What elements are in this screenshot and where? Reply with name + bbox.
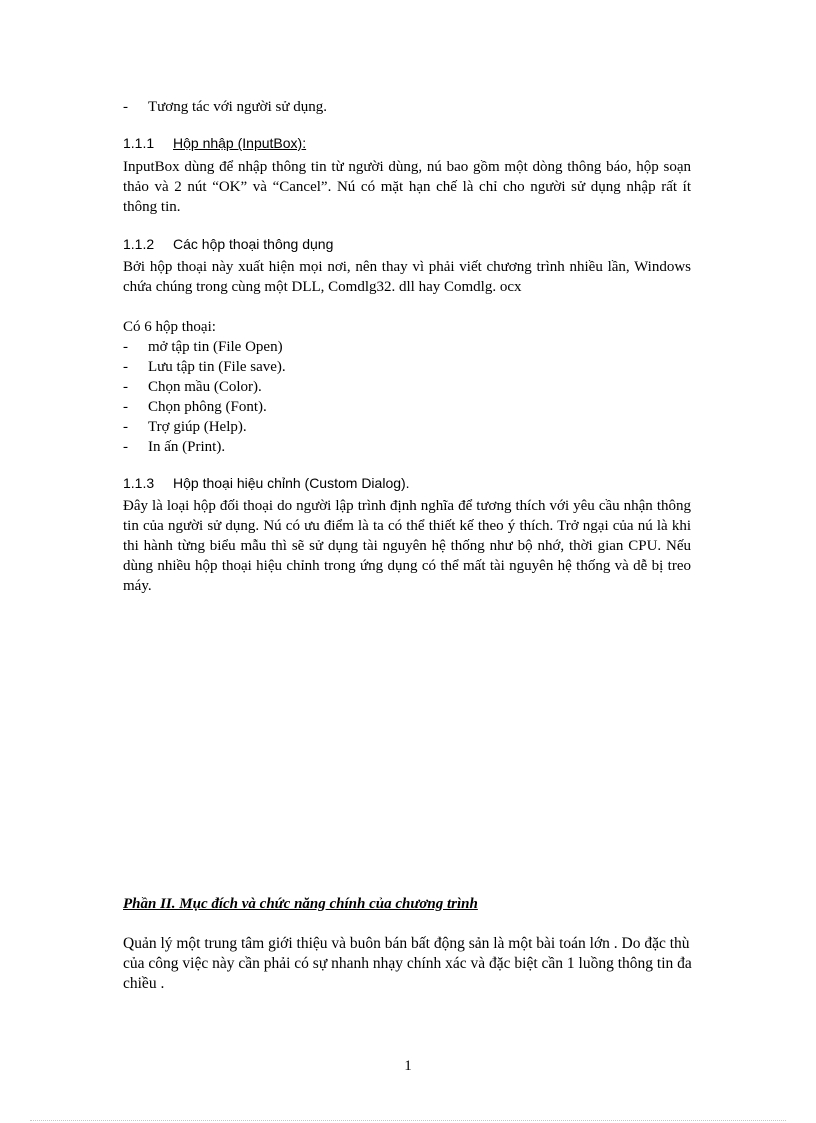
list-item-text: Trợ giúp (Help). [148, 419, 247, 435]
list-item [123, 417, 691, 437]
paragraph-custom-dialog: Đây là loại hộp đối thoại do người lập trình định nghĩa để tương thích với yêu cầu nhận thông tin của người sử dụng. Nú có ưu điểm là ta có thể thiết kế theo ý thích. Trở ngại của nú là khi thi hành từng biểu mẫu thì sẽ sử dụng tài nguyên hệ thống như bộ nhớ, thời gian CPU. Nếu dùng nhiều hộp thoại hiệu chỉnh trong ứng dụng có thể mất tài nguyên hệ thống và dễ bị treo máy. [123, 498, 691, 594]
list-item [123, 337, 691, 357]
bullet-dash: - [123, 439, 128, 455]
bullet-dash: - [123, 99, 128, 115]
heading-title: Hộp thoại hiệu chỉnh (Custom Dialog). [173, 475, 410, 491]
heading-1-1-1 [123, 133, 691, 153]
page-number: 1 [404, 1058, 412, 1074]
list-item [123, 377, 691, 397]
paragraph-purpose: Quản lý một trung tâm giới thiệu và buôn bán bất động sản là một bài toán lớn . Do đặc thù của công việc này cần phải có sự nhanh nhạy chính xác và đặc biệt cần 1 luồng thông tin đa chiều . [123, 935, 692, 992]
list-item-text: Lưu tập tin (File save). [148, 359, 286, 375]
list-intro: Có 6 hộp thoại: [123, 319, 216, 335]
heading-1-1-2 [123, 234, 691, 254]
heading-number: 1.1.3 [123, 475, 155, 491]
heading-title: Các hộp thoại thông dụng [173, 236, 334, 252]
list-item-text: In ấn (Print). [148, 439, 226, 455]
heading-number: 1.1.1 [123, 135, 155, 151]
list-item-text: mở tập tin (File Open) [148, 339, 283, 355]
bullet-dash: - [123, 419, 128, 435]
list-item [123, 437, 691, 457]
list-item [123, 397, 691, 417]
list-item-text: Chọn mầu (Color). [148, 379, 262, 395]
bullet-dash: - [123, 379, 128, 395]
list-item [123, 357, 691, 377]
intro-bullet [123, 97, 691, 117]
list-item-text: Chọn phông (Font). [148, 399, 267, 415]
intro-bullet-text: Tương tác với người sử dụng. [148, 99, 328, 115]
bullet-dash: - [123, 399, 128, 415]
heading-title: Hộp nhập (InputBox): [173, 135, 307, 151]
bullet-dash: - [123, 359, 128, 375]
part-2-title: Phần II. Mục đích và chức năng chính của chương trình [123, 896, 478, 912]
paragraph-inputbox: InputBox dùng để nhập thông tin từ người dùng, nú bao gồm một dòng thông báo, hộp soạn thảo và 2 nút “OK” và “Cancel”. Nú có mặt hạn chế là chỉ cho người sử dụng nhập rất ít thông tin. [123, 159, 691, 215]
heading-1-1-3 [123, 473, 691, 493]
heading-number: 1.1.2 [123, 236, 155, 252]
page-bottom-rule [30, 1120, 786, 1121]
paragraph-common-dialogs: Bởi hộp thoại này xuất hiện mọi nơi, nên thay vì phải viết chương trình nhiều lần, Windows chứa chúng trong cùng một DLL, Comdlg32. dll hay Comdlg. ocx [123, 259, 691, 295]
bullet-dash: - [123, 339, 128, 355]
